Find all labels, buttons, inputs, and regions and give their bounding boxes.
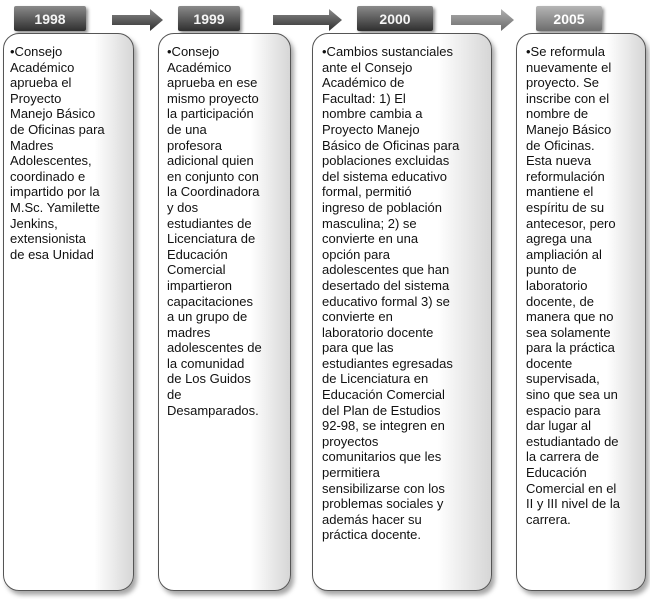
timeline-text: •Consejo Académico aprueba el Proyecto Manejo Básico de Oficinas para Madres Adolescentes, coordinado e impartido por la M.Sc. Yamilette Jenkins, extensionista de esa Unidad <box>10 44 105 262</box>
year-tab-1999 <box>178 6 240 31</box>
year-label: 1998 <box>34 10 66 27</box>
year-label: 2000 <box>379 10 411 27</box>
timeline-text: •Cambios sustanciales ante el Consejo Académico de Facultad: 1) El nombre cambia a Proyecto Manejo Básico de Oficinas para poblaciones excluidas del sistema educativo formal, permitió ingreso de población masculina; 2) se convierte en una opción para adolescentes que han desertado del sistema educativo formal 3) se convierte en laboratorio docente para que las estudiantes egresadas de Licenciatura en Educación Comercial del Plan de Estudios 92-98, se integren en proyectos comunitarios que les permitiera sensibilizarse con los problemas sociales y además hacer su práctica docente. <box>322 44 460 543</box>
year-tab-2000 <box>357 6 433 31</box>
timeline-text: •Se reformula nuevamente el proyecto. Se inscribe con el nombre de Manejo Básico de Oficinas. Esta nueva reformulación mantiene el espíritu de su antecesor, pero agrega una ampliación al punto de laboratorio docente, de manera que no sea solamente para la práctica docente supervisada, sino que sea un espacio para dar lugar al estudiantado de la carrera de Educación Comercial en el II y III nivel de la carrera. <box>526 44 620 527</box>
arrow-right-icon <box>273 9 343 31</box>
arrow-right-icon <box>451 9 515 31</box>
arrow-right-icon <box>112 9 164 31</box>
timeline-box-1998 <box>3 33 134 591</box>
year-tab-2005 <box>536 6 602 31</box>
year-label: 1999 <box>193 10 225 27</box>
timeline-box-2005 <box>516 33 646 591</box>
year-tab-1998 <box>14 6 86 31</box>
timeline-box-1999 <box>158 33 291 591</box>
timeline-text: •Consejo Académico aprueba en ese mismo proyecto la participación de una profesora adicional quien en conjunto con la Coordinadora y dos estudiantes de Licenciatura de Educación Comercial impartieron capacitaciones a un grupo de madres adolescentes de la comunidad de Los Guidos de Desamparados. <box>167 44 262 418</box>
timeline-box-2000 <box>312 33 492 591</box>
year-label: 2005 <box>553 10 585 27</box>
